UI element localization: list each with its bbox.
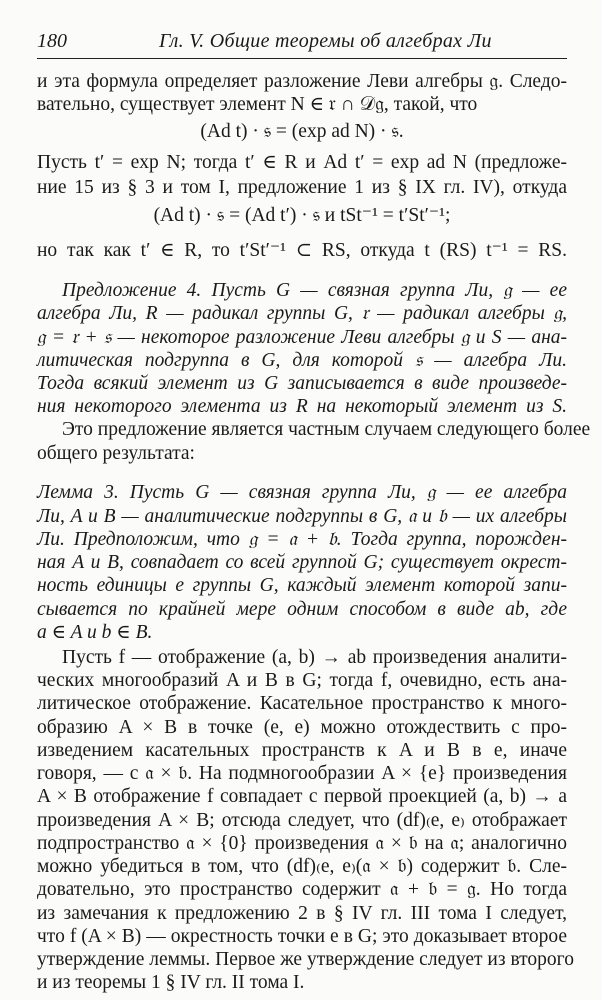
text-line: утверждение леммы. Первое же утверждение следует из второго (37, 949, 574, 970)
text-line: довательно, это пространство содержит 𝔞 + 𝔟 = 𝔤. Но тогда (37, 879, 567, 900)
running-head: Гл. V. Общие теоремы об алгебрах Ли (159, 30, 492, 52)
text-line: изведением касательных пространств к A и B в e, иначе (37, 740, 567, 761)
text-line: что f (A × B) — окрестность точки e в G; это доказывает второе (37, 926, 567, 947)
text-line: Пусть f — отображение (a, b) → ab произведения аналити- (62, 647, 567, 668)
text-line: литическая подгруппа в G, для которой 𝔰 — алгебра Ли. (37, 350, 567, 371)
text-line: a ∈ A и b ∈ B. (37, 622, 153, 643)
text-line: образию A × B в точке (e, e) можно отождествить с про- (37, 717, 567, 738)
text-line: Это предложение является частным случаем следующего более (62, 419, 591, 440)
text-line: Ли. Предположим, что 𝔤 = 𝔞 + 𝔟. Тогда группа, порожден- (37, 529, 567, 550)
page-header (37, 28, 567, 58)
page-number: 180 (37, 30, 67, 52)
text-line: произведения A × B; отсюда следует, что (df)₍e, e₎ отображает (37, 810, 567, 831)
text-line: и из теоремы 1 § IV гл. II тома I. (37, 972, 305, 993)
text-line: Лемма 3. Пусть G — связная группа Ли, 𝔤 — ее алгебра (37, 482, 567, 503)
text-line: ческих многообразий A и B в G; тогда f, очевидно, есть ана- (37, 670, 567, 691)
text-line: Предложение 4. Пусть G — связная группа Ли, 𝔤 — ее (62, 280, 567, 301)
text-line: Пусть t′ = exp N; тогда t′ ∈ R и Ad t′ = exp ad N (предложе- (37, 152, 567, 173)
text-line: Тогда всякий элемент из G записывается в виде произведе- (37, 373, 567, 394)
text-line: 𝔤 = 𝔯 + 𝔰 — некоторое разложение Леви алгебры 𝔤 и S — ана- (37, 327, 567, 348)
text-line: из замечания к предложению 2 в § IV гл. III тома I следует, (37, 903, 567, 924)
text-line: алгебра Ли, R — радикал группы G, 𝔯 — радикал алгебры 𝔤, (37, 303, 567, 324)
text-line: но так как t′ ∈ R, то t′St′⁻¹ ⊂ RS, откуда t (RS) t⁻¹ = RS. (37, 240, 567, 261)
text-line: и эта формула определяет разложение Леви алгебры 𝔤. Следо- (37, 71, 567, 92)
text-line: ность единицы e группы G, каждый элемент которой запи- (37, 575, 567, 596)
text-line: Ли, A и B — аналитические подгруппы в G, 𝔞 и 𝔟 — их алгебры (37, 506, 567, 527)
text-line: (Ad t) · 𝔰 = (Ad t′) · 𝔰 и tSt⁻¹ = t′St′⁻¹; (153, 205, 451, 226)
text-line: общего результата: (37, 443, 195, 464)
text-line: ние 15 из § 3 и том I, предложение 1 из § IX гл. IV), откуда (37, 177, 567, 198)
text-line: ния некоторого элемента из R на некоторый элемент из S. (37, 396, 567, 417)
text-line: A × B отображение f совпадает с первой проекцией (a, b) → a (37, 786, 567, 807)
text-line: (Ad t) · 𝔰 = (exp ad N) · 𝔰. (200, 121, 404, 142)
text-line: ная A и B, совпадает со всей группой G; существует окрест- (37, 552, 567, 573)
header-rule (37, 58, 567, 59)
text-line: сывается по крайней мере одним способом в виде ab, где (37, 599, 567, 620)
text-line: подпространство 𝔞 × {0} произведения 𝔞 × 𝔟 на 𝔞; аналогично (37, 833, 567, 854)
text-line: можно убедиться в том, что (df)₍e, e₎(𝔞 × 𝔟) содержит 𝔟. Сле- (37, 856, 567, 877)
text-line: литическое отображение. Касательное пространство к много- (37, 693, 567, 714)
text-line: вательно, существует элемент N ∈ 𝔯 ∩ 𝒟𝔤, такой, что (37, 94, 478, 115)
text-line: говоря, — с 𝔞 × 𝔟. На подмногообразии A × {e} произведения (37, 763, 567, 784)
